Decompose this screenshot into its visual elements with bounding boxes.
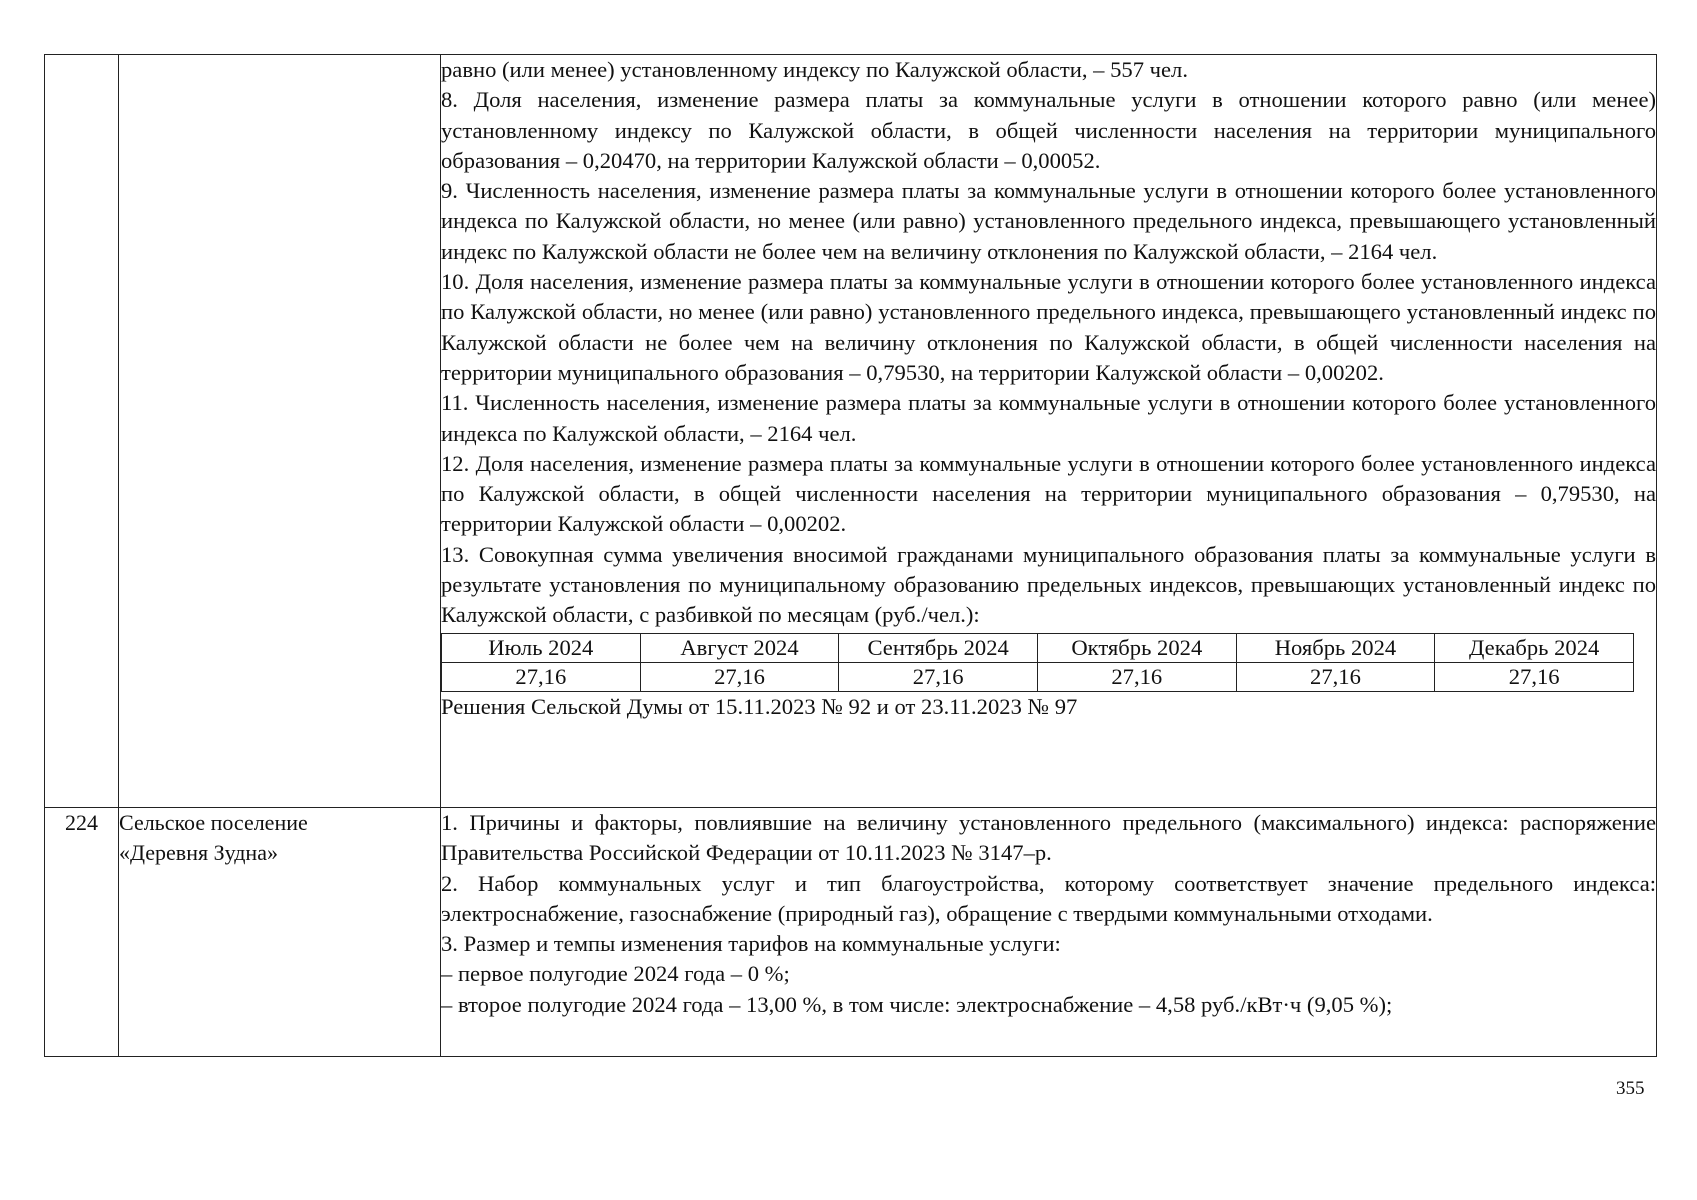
month-header: Сентябрь 2024 xyxy=(839,633,1038,662)
month-header-row xyxy=(442,633,1634,662)
paragraph: 2. Набор коммунальных услуг и тип благоустройства, которому соответствует значение предельного индекса: электроснабжение, газоснабжение (природный газ), обращение с твердыми коммунальными отходами. xyxy=(441,870,1656,926)
month-header: Июль 2024 xyxy=(442,633,641,662)
month-header: Август 2024 xyxy=(640,633,839,662)
month-header: Декабрь 2024 xyxy=(1435,633,1634,662)
settlement-name-line: «Деревня Зудна» xyxy=(119,840,278,865)
settlement-name-line: Сельское поселение xyxy=(119,810,308,835)
paragraph: равно (или менее) установленному индексу по Калужской области, – 557 чел. xyxy=(441,57,1188,82)
month-value: 27,16 xyxy=(839,662,1038,691)
page-number: 355 xyxy=(1616,1078,1645,1099)
paragraph: – первое полугодие 2024 года – 0 %; xyxy=(441,961,790,987)
paragraph: 11. Численность населения, изменение размера платы за коммунальные услуги в отношении которого более установленного индекса по Калужской области, – 2164 чел. xyxy=(441,390,1656,446)
month-value: 27,16 xyxy=(442,662,641,691)
month-header: Октябрь 2024 xyxy=(1037,633,1236,662)
paragraph: – второе полугодие 2024 года – 13,00 %, в том числе: электроснабжение – 4,58 руб./кВт·ч (9,05 %); xyxy=(441,991,1393,1017)
month-value-row xyxy=(442,662,1634,691)
paragraph: 8. Доля населения, изменение размера платы за коммунальные услуги в отношении которого равно (или менее) установленному индексу по Калужской области, в общей численности населения на территории муниципального образования – 0,20470, на территории Калужской области – 0,00052. xyxy=(441,87,1656,173)
paragraph: 1. Причины и факторы, повлиявшие на величину установленного предельного (максимального) индекса: распоряжение Правительства Российской Федерации от 10.11.2023 № 3147–р. xyxy=(441,810,1656,866)
month-value: 27,16 xyxy=(1236,662,1435,691)
row-number-cell xyxy=(45,55,119,808)
main-table xyxy=(44,54,1657,1057)
table-row xyxy=(45,55,1657,808)
paragraph: 13. Совокупная сумма увеличения вносимой гражданами муниципального образования платы за коммунальные услуги в результате установления по муниципальному образованию предельных индексов, превышающих установленный индекс по Калужской области, с разбивкой по месяцам (руб./чел.): xyxy=(441,541,1656,628)
settlement-name-cell xyxy=(119,808,441,1057)
paragraph: 10. Доля населения, изменение размера платы за коммунальные услуги в отношении которого более установленного индекса по Калужской области, но менее (или равно) установленного предельного индекса, превышающего установленный индекс по Калужской области не более чем на величину отклонения по Калужской области, в общей численности населения на территории муниципального образования – 0,79530, на территории Калужской области – 0,00202. xyxy=(441,269,1656,385)
row-number-cell: 224 xyxy=(45,808,119,1057)
month-value: 27,16 xyxy=(640,662,839,691)
description-cell xyxy=(441,808,1657,1057)
month-value: 27,16 xyxy=(1435,662,1634,691)
settlement-name-cell xyxy=(119,55,441,808)
month-value: 27,16 xyxy=(1037,662,1236,691)
monthly-increase-table xyxy=(441,633,1634,692)
description-cell xyxy=(441,55,1657,808)
decision-reference: Решения Сельской Думы от 15.11.2023 № 92 и от 23.11.2023 № 97 xyxy=(441,693,1078,719)
paragraph: 12. Доля населения, изменение размера платы за коммунальные услуги в отношении которого более установленного индекса по Калужской области, в общей численности населения на территории муниципального образования – 0,79530, на территории Калужской области – 0,00202. xyxy=(441,450,1656,537)
paragraph: 9. Численность населения, изменение размера платы за коммунальные услуги в отношении которого более установленного индекса по Калужской области, но менее (или равно) установленного предельного индекса, превышающего установленный индекс по Калужской области не более чем на величину отклонения по Калужской области, – 2164 чел. xyxy=(441,178,1656,264)
month-header: Ноябрь 2024 xyxy=(1236,633,1435,662)
table-row xyxy=(45,808,1657,1057)
paragraph: 3. Размер и темпы изменения тарифов на коммунальные услуги: xyxy=(441,931,1061,957)
